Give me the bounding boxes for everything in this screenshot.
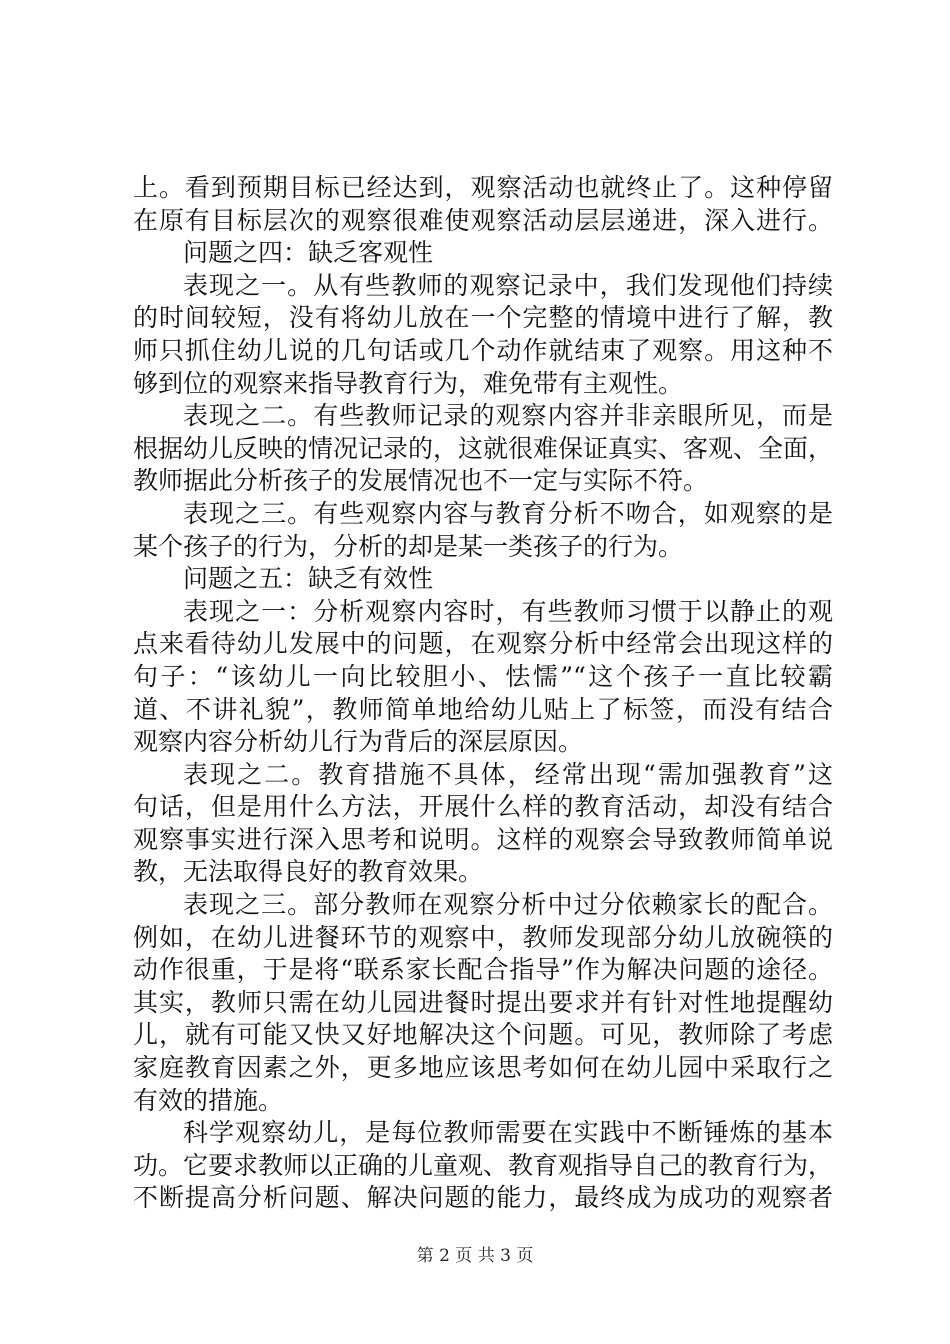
text-line: 家庭教育因素之外，更多地应该思考如何在幼儿园中采取行之 xyxy=(133,1053,833,1083)
text-line: 道、不讲礼貌”，教师简单地给幼儿贴上了标签，而没有结合 xyxy=(133,694,833,724)
text-line: 教师据此分析孩子的发展情况也不一定与实际不符。 xyxy=(133,466,709,496)
text-line: 句话，但是用什么方法，开展什么样的教育活动，却没有结合 xyxy=(133,792,833,822)
text-line: 根据幼儿反映的情况记录的，这就很难保证真实、客观、全面， xyxy=(133,433,833,463)
text-line: 某个孩子的行为，分析的却是某一类孩子的行为。 xyxy=(133,531,684,561)
text-line: 其实，教师只需在幼儿园进餐时提出要求并有针对性地提醒幼 xyxy=(133,987,833,1017)
text-line: 功。它要求教师以正确的儿童观、教育观指导自己的教育行为， xyxy=(133,1150,833,1180)
text-line: 表现之三。有些观察内容与教育分析不吻合，如观察的是 xyxy=(183,498,833,528)
text-line: 的时间较短，没有将幼儿放在一个完整的情境中进行了解，教 xyxy=(133,303,833,333)
text-line: 不断提高分析问题、解决问题的能力，最终成为成功的观察者 xyxy=(133,1183,833,1213)
text-line: 例如，在幼儿进餐环节的观察中，教师发现部分幼儿放碗筷的 xyxy=(133,922,833,952)
text-line: 问题之四：缺乏客观性 xyxy=(183,238,434,268)
text-line: 问题之五：缺乏有效性 xyxy=(183,564,434,594)
text-line: 表现之二。教育措施不具体，经常出现“需加强教育”这 xyxy=(183,759,833,789)
text-line: 动作很重，于是将“联系家长配合指导”作为解决问题的途径。 xyxy=(133,955,833,985)
text-line: 上。看到预期目标已经达到，观察活动也就终止了。这种停留 xyxy=(133,173,833,202)
text-line: 够到位的观察来指导教育行为，难免带有主观性。 xyxy=(133,368,684,398)
text-line: 表现之一：分析观察内容时，有些教师习惯于以静止的观 xyxy=(183,596,833,626)
text-line: 表现之三。部分教师在观察分析中过分依赖家长的配合。 xyxy=(183,890,833,920)
text-line: 师只抓住幼儿说的几句话或几个动作就结束了观察。用这种不 xyxy=(133,335,833,365)
text-line: 表现之二。有些教师记录的观察内容并非亲眼所见，而是 xyxy=(183,401,833,431)
page-footer: 第 2 页 共 3 页 xyxy=(416,1246,534,1266)
text-line: 在原有目标层次的观察很难使观察活动层层递进，深入进行。 xyxy=(133,205,833,235)
text-line: 点来看待幼儿发展中的问题，在观察分析中经常会出现这样的 xyxy=(133,629,833,659)
text-line: 有效的措施。 xyxy=(133,1085,284,1115)
text-line: 教，无法取得良好的教育效果。 xyxy=(133,857,484,887)
text-line: 句子：“该幼儿一向比较胆小、怯懦”“这个孩子一直比较霸 xyxy=(133,661,833,691)
document-body xyxy=(133,172,833,1215)
text-line: 科学观察幼儿，是每位教师需要在实践中不断锤炼的基本 xyxy=(183,1118,833,1148)
text-line: 观察事实进行深入思考和说明。这样的观察会导致教师简单说 xyxy=(133,824,833,854)
text-line: 表现之一。从有些教师的观察记录中，我们发现他们持续 xyxy=(183,270,833,300)
text-line: 观察内容分析幼儿行为背后的深层原因。 xyxy=(133,727,584,757)
text-line: 儿，就有可能又快又好地解决这个问题。可见，教师除了考虑 xyxy=(133,1020,833,1050)
